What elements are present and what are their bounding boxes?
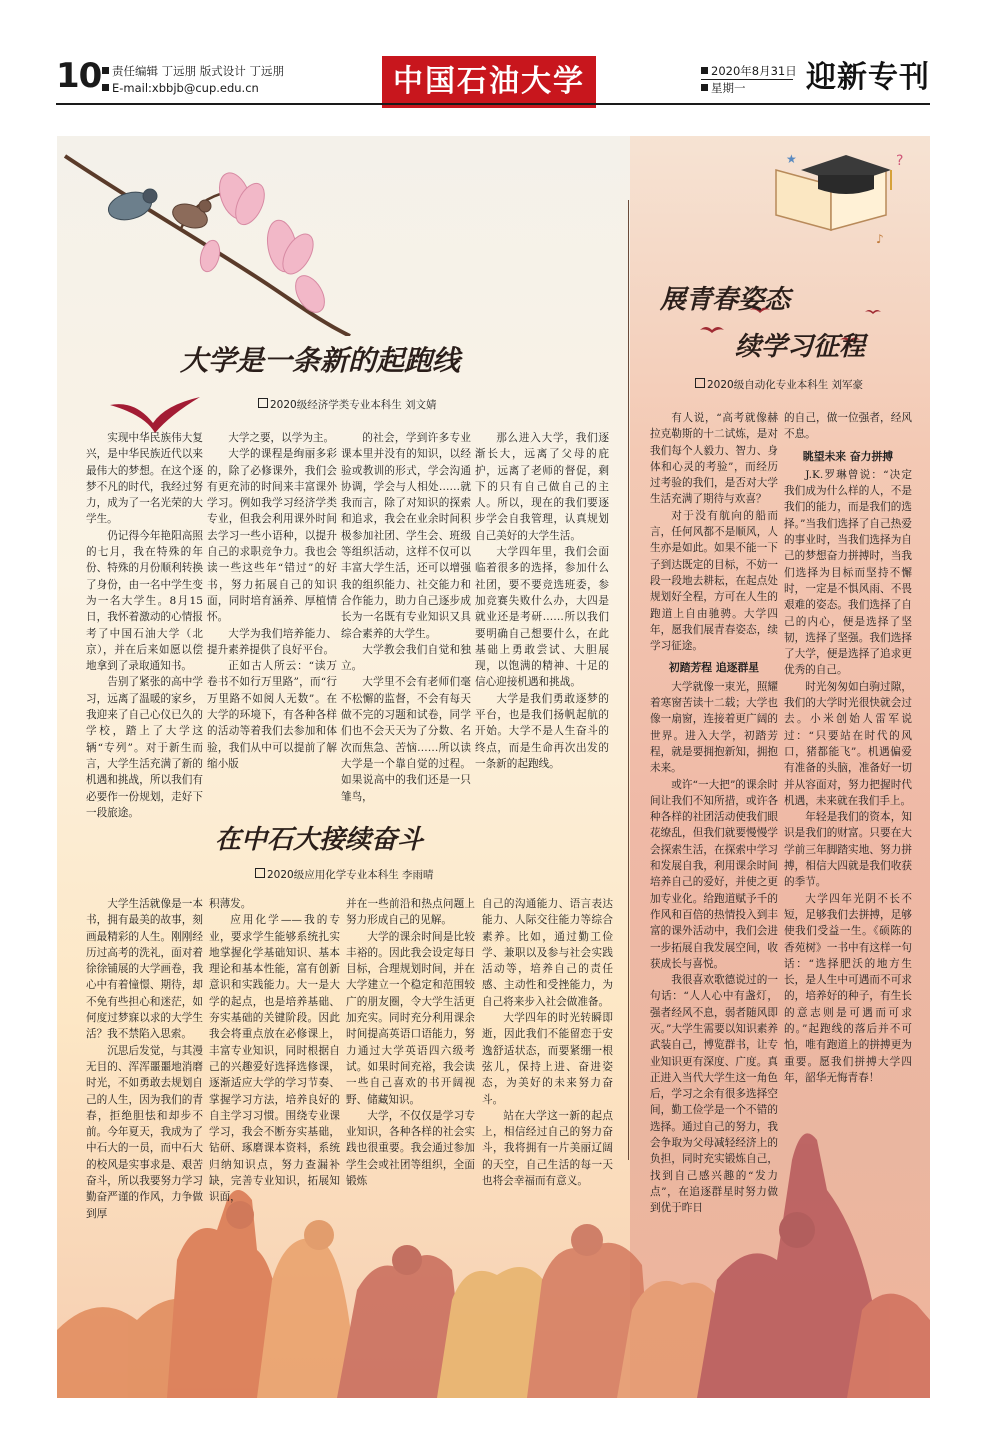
paragraph: 实现中华民族伟大复兴，是中华民族近代以来最伟大的梦想。在这个逐梦不凡的时代，我经过努力，成为了一名光荣的大学生。: [86, 432, 203, 526]
article-column: [207, 430, 337, 772]
paragraph: 自己的沟通能力、语言表达能力、人际交往能力等综合素养。比如，通过勤工俭学、兼职以及参与社会实践活动等，培养自己的责任感、主动性和受挫能力，为自己将来步入社会做准备。: [482, 898, 613, 1008]
bullet-square-icon: [102, 84, 109, 91]
paragraph: 年轻是我们的资本，知识是我们的财富。只要在大学前三年脚踏实地、努力拼搏，相信大四就是我们收获的季节。: [784, 811, 912, 889]
article-column: [341, 430, 471, 805]
column-divider: [628, 200, 629, 1160]
article-column: [650, 410, 778, 1217]
article-column: [209, 896, 340, 1206]
article-byline: [255, 868, 434, 882]
byline-box-icon: [258, 398, 268, 408]
paragraph: 我很喜欢歌德说过的一句话：“人人心中有盏灯，强者经风不息，弱者随风即灭。”大学生需要以知识素养武装自己，博览群书，让专业知识更有深度、广度。真正进入当代大学生这一角色后，学习之余有很多选择空间，勤工俭学是一个不错的选择。通过自己的努力，我会争取为父母减轻经济上的负担，同时充实锻炼自己，找到自己感兴趣的“发力点”，在追逐群星时努力做到优于昨日: [650, 974, 778, 1215]
paragraph: 大学教会我们自觉和独立。: [341, 643, 471, 673]
weekday-line: [701, 80, 746, 96]
article-byline: [258, 398, 437, 412]
byline-text: 2020级经济学类专业本科生 刘文婧: [270, 399, 437, 411]
bullet-square-icon: [701, 67, 708, 74]
paragraph: 大学四年里，我们会面临着很多的选择，参加什么社团，要不要竞选班委，参加竞赛失败什么办，大四是就业还是考研……所以我们要明确自己想要什么，在此基础上勇敢尝试、大胆展现，以饱满的精神、十足的信心迎接机遇和挑战。: [475, 546, 609, 689]
byline-text: 2020级自动化专业本科生 刘军豪: [707, 379, 864, 391]
article-column: [482, 896, 613, 1189]
subheading: 初踏芳程 追逐群星: [668, 661, 760, 675]
paragraph: 时光匆匆如白驹过隙，我们的大学时光很快就会过去。小米创始人雷军说过：“只要站在时代的风口，猪都能飞”。机遇偏爱有准备的头脑，准备好一切并从容面对，努力把握时代机遇，未来就在我们手上。: [784, 680, 912, 807]
date-text: 2020年8月31日: [711, 64, 797, 78]
article-title: 在中石大接续奋斗: [215, 825, 424, 855]
paragraph: 或许“一大把”的课余时间让我们不知所措，或许各种各样的社团活动使我们眼花缭乱，但我们就要慢慢学会探索生活，在探索中学习和发展自我，利用课余时间培养自己的爱好，并使之更加专业化。给跑道赋予千的作风和百倍的热情投入到丰富的课外活动中，我们会进一步拓展自我发展空间，收获成长与喜悦。: [650, 778, 778, 970]
byline-text: 2020级应用化学专业本科生 李雨晴: [267, 869, 434, 881]
byline-box-icon: [255, 868, 265, 878]
article-title: 大学是一条新的起跑线: [180, 344, 461, 377]
magnolia-branch-illustration: [60, 136, 360, 336]
flying-bird-icon: [105, 395, 205, 435]
paragraph: 大学，不仅仅是学习专业知识，各种各样的社会实践也很重要。我会通过参加学生会或社团等组织，全面锻炼: [346, 1109, 475, 1188]
article-column: [86, 896, 203, 1222]
paragraph: 并在一些前沿和热点问题上努力形成自己的见解。: [346, 898, 475, 927]
paragraph: 大学四年的时光转瞬即逝，因此我们不能留恋于安逸舒适状态，而要紧绷一根弦儿，保持上进、奋进姿态，为美好的未来努力奋斗。: [482, 1012, 613, 1106]
paragraph: 那么进入大学，我们逐渐长大，远离了父母的庇护，远离了老师的督促，剩下的只有自己做自己的主人。所以，现在的我们要逐步学会自我管理，认真规划自己美好的大学生活。: [475, 432, 609, 542]
editors-text: 责任编辑 丁远朋 版式设计 丁远朋: [112, 64, 284, 78]
paragraph: 积薄发。: [209, 898, 252, 910]
paragraph: 大学就像一束光，照耀着寒窗苦读十二载；大学也像一扇窗，连接着更广阔的世界。进入大学，初踏芳程，就是要拥抱新知，拥抱未来。: [650, 680, 778, 775]
paragraph: 大学是我们勇敢逐梦的平台，也是我们扬帆起航的开始。大学不是人生奋斗的终点，而是生命再次出发的一条新的起跑线。: [475, 692, 609, 770]
article-title-line2: 续学习征程: [735, 332, 866, 362]
article-column: [86, 430, 203, 821]
paragraph: 告别了紧张的高中学习，远离了温暖的家乡，我迎来了自己心仪已久的学校，踏上了大学这辆“专列”。对于新生而言，大学生活充满了新的机遇和挑战，所以我们有必要作一份规划，走好下一段旅途。: [86, 676, 203, 819]
header-divider: [701, 79, 793, 80]
paragraph: 大学里不会有老师们毫不松懈的监督，不会有每天做不完的习题和试卷，同学们也不会天天为了分数、名次而焦急、苦恼……所以读大学是一个靠自觉的过程。如果说高中的我们还是一只雏鸟，: [341, 676, 471, 803]
svg-text:?: ?: [896, 153, 904, 169]
article-column: [475, 430, 609, 772]
bullet-square-icon: [701, 84, 708, 91]
paragraph: 的自己，做一位强者，经风不息。: [784, 412, 912, 441]
paragraph: 大学四年光阴不长不短，足够我们去拼搏，足够使我们受益一生。《硕陈的香苑树》一书中有这样一句话：“选择肥沃的地方生长，是人生中可遇而不可求的，培养好的种子，有生长的意志则是可遇而可求的。”起跑线的落后并不可怕，唯有跑道上的拼搏更为重要。愿我们拼搏大学四年，韶华无悔青春！: [784, 892, 912, 1084]
article-column: [784, 410, 912, 1086]
paragraph: 沉思后发觉，与其漫无目的、浑浑噩噩地消磨时光，不如勇敢去规划自己的人生，因为我们的青春，拒绝胆怯和却步不前。今年夏天，我成为了中石大的一员，而中石大的校风是实事求是、艰苦奋斗，所以我要努力学习勤奋严谨的作风，力争做到厚: [86, 1044, 203, 1220]
weekday-text: 星期一: [711, 81, 746, 95]
paragraph: 的社会，学到许多专业课本里并没有的知识，以经验或教训的形式，学会沟通协调，学会与人相处……就我而言，除了对知识的探索和追求，我会在业余时间积极参加社团、学生会、班级等组织活动，这样不仅可以丰富大学生活，还可以增强我的组织能力、社交能力和合作能力，助力自己逐步成长为一名既有专业知识又具综合素养的大学生。: [341, 432, 471, 640]
book-graduation-cap-illustration: [756, 145, 916, 250]
paragraph: J.K.罗琳曾说：“决定我们成为什么样的人，不是我们的能力，而是我们的选择。”当我们选择了自己热爱的事业时，当我们选择为自己的梦想奋力拼搏时，当我们选择为目标而坚持不懈时，一定是不惧风雨、不畏艰难的姿态。我们选择了自己的内心，便是选择了坚韧，选择了坚强。我们选择了大学，便是选择了追求更优秀的自己。: [784, 468, 912, 677]
page-number: 10: [56, 56, 102, 96]
svg-text:♪: ♪: [876, 232, 884, 246]
paragraph: 大学的课程是绚丽多彩的，除了必修课外，我们会有更充沛的时间来丰富课外学习。例如我学习经济学类专业，但我会利用课外时间去学习一些小语种，以提升自己的求职竞争力。我也会读一些这些年“错过”的好书，努力拓展自己的知识面，同时培育涵养、厚植情怀。: [207, 448, 337, 624]
paragraph: 站在大学这一新的起点上，相信经过自己的努力奋斗，我将拥有一片美丽辽阔的天空，自己生活的每一天也将会幸福而有意义。: [482, 1109, 613, 1188]
paragraph: 正如古人所云：“读万卷书不如行万里路”，而“行万里路不如阅人无数”。在大学的环境下，有各种各样的活动等着我们去参加和体验，我们从中可以提前了解缩小版: [207, 660, 337, 770]
masthead-logo: 中国石油大学: [382, 56, 596, 108]
paragraph: 大学的课余时间是比较丰裕的。因此我会设定每日目标，合理规划时间，并在大学建立一个稳定和范围较广的朋友圈，令大学生活更加充实。同时充分利用课余时间提高英语口语能力，努力通过大学英语四六级考试。如果时间充裕，我会读一些自己喜欢的书开阔视野、储藏知识。: [346, 930, 475, 1106]
bird-icon: [105, 188, 157, 225]
article-column: [346, 896, 475, 1189]
paragraph: 大学之要，以学为主。: [228, 432, 335, 444]
paragraph: 应用化学——我的专业，要求学生能够系统扎实地掌握化学基础知识、基本理论和基本性能，富有创新意识和实践能力。大一是大学的起点，也是培养基础、夯实基础的关键阶段。因此我会将重点放在必修课上，丰富专业知识，同时根据自己的兴趣爱好选择选修课，逐渐适应大学的学习节奏、掌握学习方法，培养良好的自主学习习惯。围绕专业课学习，我会不断夯实基础，钻研、琢磨课本资料，系统归纳知识点，努力查漏补缺，完善专业知识，拓展知识面，: [209, 914, 340, 1204]
subheading: 眺望未来 奋力拼搏: [802, 449, 894, 463]
date-line: [701, 63, 797, 79]
article-byline: [695, 378, 863, 392]
header-rule: [56, 103, 930, 105]
svg-text:★: ★: [786, 152, 797, 166]
bullet-square-icon: [102, 67, 109, 74]
paragraph: 仍记得今年艳阳高照的七月，我在特殊的年份、特殊的月份顺利转换了身份，由一名中学生变为一名大学生。8月15日，我怀着激动的心情报考了中国石油大学（北京），并在后来如愿以偿地拿到了录取通知书。: [86, 529, 203, 673]
editor-line: [102, 63, 284, 79]
paragraph: 大学为我们培养能力、提升素养提供了良好平台。: [207, 627, 337, 656]
email-line: [102, 80, 259, 96]
paragraph: 大学生活就像是一本书，拥有最美的故事，刻画最精彩的人生。刚刚经历过高考的洗礼，面对着徐徐铺展的大学画卷，我心中有着憧憬、期待，却不免有些担心和迷茫，如何度过梦寐以求的大学生活？我不禁陷入思索。: [86, 898, 203, 1041]
byline-box-icon: [695, 378, 705, 388]
email-text: E-mail:xbbjb@cup.edu.cn: [112, 81, 259, 95]
article-title-line1: 展青春姿态: [660, 285, 791, 315]
section-title: 迎新专刊: [806, 60, 930, 95]
paragraph: 对于没有航向的船而言，任何风都不是顺风，人生亦是如此。如果不能一下子到达既定的目标，不妨一段一段地去耕耘，在起点处规划好全程，方可在人生的跑道上自由驰骋。大学四年，愿我们展青春姿态，续学习征途。: [650, 509, 778, 653]
paragraph: 有人说，“高考就像赫拉克勒斯的十二试炼，是对我们每个人毅力、智力、身体和心灵的考验”，而经历过考验的我们，是否对大学生活充满了期待与欢喜？: [650, 412, 778, 506]
